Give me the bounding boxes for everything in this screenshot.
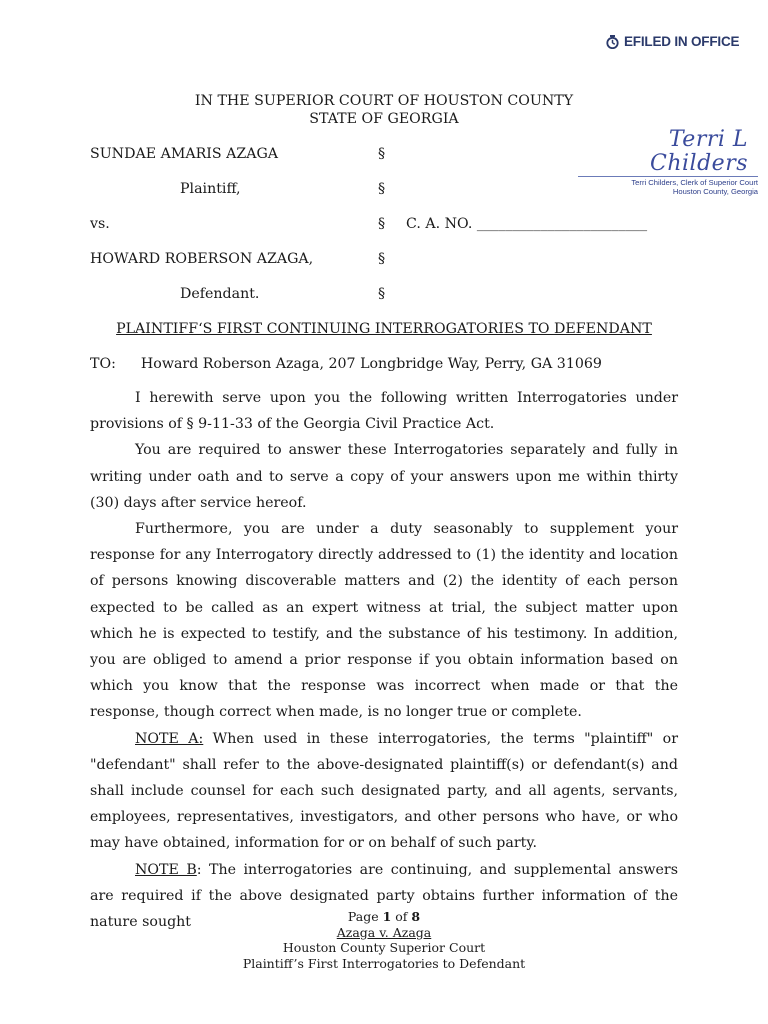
recipient-label: TO: xyxy=(90,356,116,372)
page-of: of xyxy=(391,909,412,924)
recipient-line xyxy=(90,354,602,374)
note-a-text: When used in these interrogatories, the terms "plaintiff" or "defendant" shall refer to the above-designated plaintiff(s) or defendant(s) and shall include counsel for each such designated party, and all agents, servants, employees, representatives, investigators, and other persons who have, or who may have obtained, information for or on behalf of such party. xyxy=(90,730,678,852)
footer-court-name: Houston County Superior Court xyxy=(282,940,486,955)
page-word: Page xyxy=(347,909,383,924)
defendant-label: Defendant. xyxy=(180,286,260,302)
section-symbol: § xyxy=(378,146,386,162)
paragraph-note-a xyxy=(90,726,678,857)
versus-label: vs. xyxy=(90,216,110,232)
section-symbol: § xyxy=(378,286,386,302)
clerk-county: Houston County, Georgia xyxy=(672,187,758,196)
document-title: PLAINTIFF‘S FIRST CONTINUING INTERROGATORIES TO DEFENDANT xyxy=(116,321,652,337)
plaintiff-label: Plaintiff, xyxy=(180,181,241,197)
page-total: 8 xyxy=(411,909,421,924)
footer-document-name: Plaintiff’s First Interrogatories to Defendant xyxy=(242,955,526,971)
court-state: STATE OF GEORGIA xyxy=(309,111,459,127)
note-a-label: NOTE A: xyxy=(135,730,204,747)
court-heading xyxy=(84,92,684,128)
clock-icon xyxy=(606,35,619,49)
section-symbol: § xyxy=(378,216,386,232)
caption-row-defendant-label xyxy=(90,284,690,304)
efiled-label: EFILED IN OFFICE xyxy=(624,34,740,49)
recipient-address: Howard Roberson Azaga, 207 Longbridge Way, Perry, GA 31069 xyxy=(140,356,602,372)
page-current: 1 xyxy=(382,909,392,924)
note-b-label: NOTE B xyxy=(135,861,197,878)
clerk-title: Terri Childers, Clerk of Superior Court xyxy=(631,178,758,187)
document-body xyxy=(90,385,678,935)
case-number-field: C. A. NO. ________________________ xyxy=(406,216,648,232)
page-number xyxy=(0,909,768,925)
section-symbol: § xyxy=(378,251,386,267)
page-footer xyxy=(0,909,768,971)
caption-row-vs xyxy=(90,214,690,234)
caption-row-plaintiff-label xyxy=(90,179,690,199)
signature-rule xyxy=(578,176,758,177)
section-symbol: § xyxy=(378,181,386,197)
paragraph-supplement-duty: Furthermore, you are under a duty seasonably to supplement your response for any Interrogatory directly addressed to (1) the identity and location of persons knowing discoverable matters and (2) the identity of each person expected to be called as an expert witness at trial, the subject matter upon which he is expected to testify, and the substance of his testimony. In addition, you are obliged to amend a prior response if you obtain information based on which you know that the response was incorrect when made or that the response, though correct when made, is no longer true or complete. xyxy=(90,521,678,721)
paragraph-answer-requirement: You are required to answer these Interrogatories separately and fully in writing under oath and to serve a copy of your answers upon me within thirty (30) days after service hereof. xyxy=(90,442,678,511)
plaintiff-name: SUNDAE AMARIS AZAGA xyxy=(90,146,279,162)
footer-case-name: Azaga v. Azaga xyxy=(336,924,432,940)
efiled-stamp xyxy=(606,34,739,49)
court-name: IN THE SUPERIOR COURT OF HOUSTON COUNTY xyxy=(194,93,574,109)
caption-row-plaintiff xyxy=(90,144,690,164)
clerk-signature: Terri L Childers xyxy=(650,127,748,176)
defendant-name: HOWARD ROBERSON AZAGA, xyxy=(90,251,314,267)
note-b-text: : The interrogatories are continuing, and supplemental answers are required if the above designated party obtains further information of the nature sought xyxy=(90,861,678,931)
caption-row-defendant xyxy=(90,249,690,269)
paragraph-service: I herewith serve upon you the following written Interrogatories under provisions of § 9-11-33 of the Georgia Civil Practice Act. xyxy=(90,390,678,433)
